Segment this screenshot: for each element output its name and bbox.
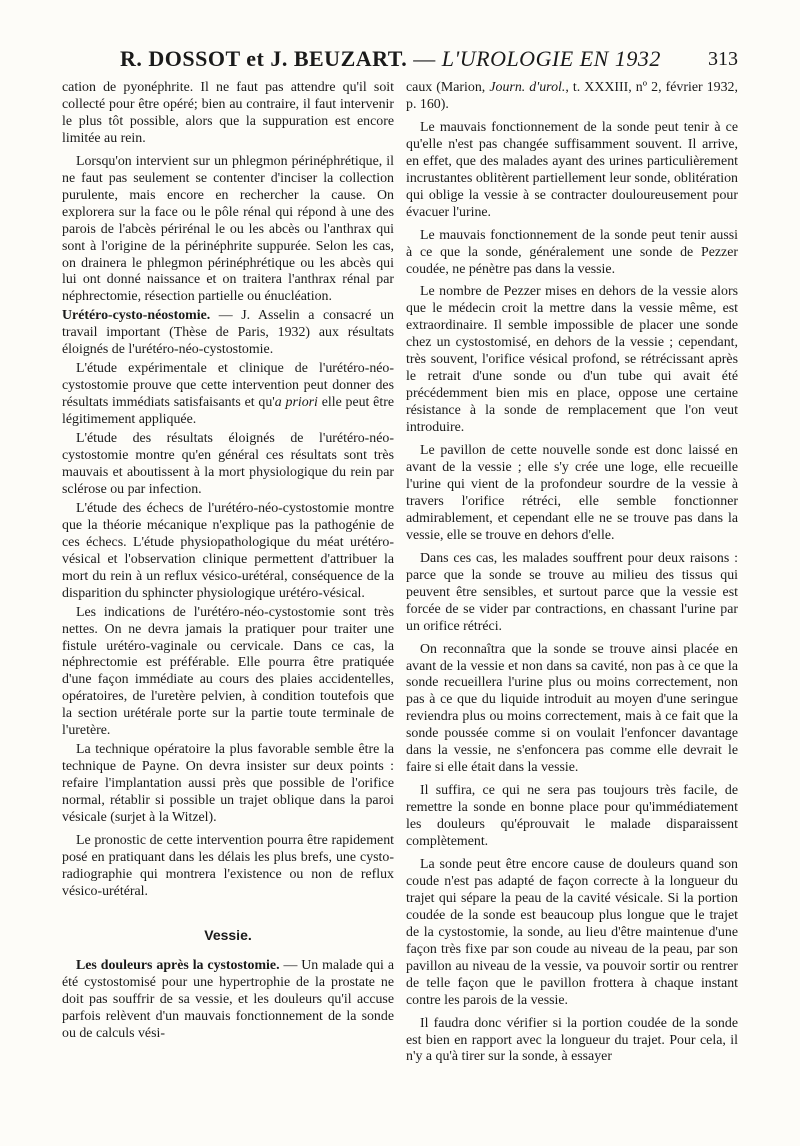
italic-text: Journ. d'urol.: [489, 80, 566, 95]
running-head-dash: —: [413, 46, 436, 71]
paragraph-text: caux (Marion,: [406, 80, 490, 95]
paragraph: [62, 361, 394, 429]
paragraph-text: , t. XXXIII, nº 2, février 1932, p. 160).: [406, 80, 738, 112]
paragraph: Dans ces cas, les malades souffrent pour deux raisons : parce que la sonde se trouve au milieu des tissus qui peuvent être sensibles, et surtout parce que la vessie est forcée de se vider par contractions, en chassant l'urine par un orifice rétréci.: [406, 550, 738, 634]
page-number: 313: [708, 48, 738, 70]
paragraph: On reconnaîtra que la sonde se trouve ainsi placée en avant de la vessie et non dans sa cavité, non pas à ce que la sonde recueillera l'urine plus ou moins correctement, non pas à ce que du liquide introduit au moyen d'une seringue reviendra plus ou moins correctement, mais à ce fait que la sonde poussée comme si on voulait l'enfoncer davantage dans la vessie, ne s'enfoncera pas comme elle devrait le faire si elle était dans la vessie.: [406, 641, 738, 776]
paragraph-heading: Les douleurs après la cystostomie.: [76, 957, 280, 973]
paragraph: Le mauvais fonctionnement de la sonde peut tenir aussi à ce que la sonde, généralement une sonde de Pezzer coudée, ne pénètre pas dans la vessie.: [406, 227, 738, 277]
paragraph-ureterocystoneostomy: [62, 308, 394, 359]
paragraph: Le pronostic de cette intervention pourra être rapidement posé en pratiquant dans les délais les plus brefs, une cysto-radiographie qui montrera l'existence ou non de reflux vésico-urétéral.: [62, 832, 394, 899]
paragraph: cation de pyonéphrite. Il ne faut pas attendre qu'il soit collecté pour être opéré; bien au contraire, il faut intervenir le plus tôt possible, alors que la suppuration est encore limitée au rein.: [62, 80, 394, 146]
running-head-journal: L'UROLOGIE EN 1932: [441, 46, 661, 71]
paragraph-text: elle peut être légitimement appliquée.: [62, 395, 394, 428]
paragraph: L'étude des échecs de l'urétéro-néo-cystostomie montre que la théorie mécanique n'explique pas la pathogénie de ces échecs. L'étude physiopathologique du méat urétéro-vésical et l'observation clinique permettent d'attribuer la mort du rein à un reflux vésico-urétéral, conséquence de la disparition du sphincter physiologique urétéro-vésical.: [62, 500, 394, 601]
paragraph: Il suffira, ce qui ne sera pas toujours très facile, de remettre la sonde en bonne place pour qu'immédiatement les douleurs qu'éprouvait le malade disparaissent complètement.: [406, 783, 738, 850]
right-column: [406, 80, 738, 1072]
running-title: [120, 46, 661, 72]
italic-text: a priori: [274, 395, 318, 411]
section-title: Vessie.: [204, 926, 252, 943]
left-column: [62, 80, 394, 1049]
paragraph: Le pavillon de cette nouvelle sonde est donc laissé en avant de la vessie ; elle s'y crée une loge, elle recueille l'urine qui vient de la profondeur sourdre de la vessie à travers l'orifice rétréci, elle semble fonctionner admirablement, et cependant elle ne se trouve pas dans la vessie, elle se trouve en dehors d'elle.: [406, 443, 738, 543]
running-head-authors: R. DOSSOT et J. BEUZART.: [120, 46, 408, 71]
paragraph: La sonde peut être encore cause de douleurs quand son coude n'est pas adapté de façon correcte à la longueur du trajet qui sépare la peau de la cavité vésicale. Si la portion coudée de la sonde est beaucoup plus longue que le trajet de la cystostomie, la sonde, au lieu d'être maintenue d'une façon très fixe par son coude au niveau de la peau, par son pavillon au niveau de la vessie, va pouvoir sortir ou rentrer de telle façon que le pavillon frottera à chaque instant contre les parois de la vessie.: [406, 856, 738, 1008]
paragraph-bladder-pain: [62, 958, 394, 1043]
paragraph-text: L'étude expérimentale et clinique de l'urétéro-néo-cystostomie prouve que cette intervention peut donner des résultats immédiats satisfaisants et qu': [62, 361, 394, 411]
paragraph-body: — Un malade qui a été cystostomisé pour une hypertrophie de la prostate ne doit pas souffrir de sa vessie, et les douleurs qu'il accuse parfois relèvent d'un mauvais fonctionnement de la sonde ou de calculs vési-: [62, 957, 394, 1041]
running-head: [60, 46, 738, 80]
paragraph-heading: Urétéro-cysto-néostomie.: [62, 308, 211, 324]
paragraph: Lorsqu'on intervient sur un phlegmon périnéphrétique, il ne faut pas seulement se contenter d'inciser la collection purulente, mais encore en rechercher la cause. On explorera sur la face ou le pôle rénal qui répond à une des parois de l'abcès périrénal le ou les abcès ou l'anthrax qui sont à l'origine de la périnéphrite suppurée. Selon les cas, on drainera le phlegmon périnéphrétique ou les abcès qui lui ont donné naissance et on traitera l'anthrax rénal par néphrectomie, résection partielle ou énucléation.: [62, 153, 394, 305]
paragraph-body: — J. Asselin a consacré un travail important (Thèse de Paris, 1932) aux résultats éloignés de l'urétéro-néo-cystostomie.: [62, 308, 394, 358]
paragraph: Les indications de l'urétéro-néo-cystostomie sont très nettes. On ne devra jamais la pratiquer pour traiter une fistule urétéro-vaginale ou cervicale. Dans ce cas, la néphrectomie est préférable. Elle pourra être pratiquée d'une façon immédiate au cours des plaies accidentelles, opératoires, de l'uretère pelvien, à condition toutefois que la section urétérale porte sur la partie toute terminale de l'uretère.: [62, 604, 394, 739]
paragraph: [406, 80, 738, 114]
paragraph: Il faudra donc vérifier si la portion coudée de la sonde est bien en rapport avec la longueur du trajet. Pour cela, il n'y a qu'à tirer sur la sonde, à essayer: [406, 1015, 738, 1065]
paragraph: La technique opératoire la plus favorable semble être la technique de Payne. On devra insister sur deux points : refaire l'implantation aussi près que possible de l'orifice normal, rétablir si possible un trajet oblique dans la paroi vésicale (surjet à la Witzel).: [62, 742, 394, 826]
paragraph: Le mauvais fonctionnement de la sonde peut tenir à ce qu'elle n'est pas changée suffisamment souvent. Il arrive, en effet, que des malades ayant des urines particulièrement incrustantes oblitèrent partiellement leur sonde, oblitération qui oblige la vessie à se contracter douloureusement pour évacuer l'urine.: [406, 119, 738, 220]
paragraph: Le nombre de Pezzer mises en dehors de la vessie alors que le médecin croit la mettre dans la vessie même, est extraordinaire. Il semble impossible de placer une sonde chez un cystostomisé, en dehors de la vessie ; cependant, très souvent, l'orifice vésical profond, se rétrécissant après le retrait d'une sonde ou d'un tube qui avait été précédemment bien mis en place, oppose une certaine résistance à la sonde de remplacement que l'on veut introduire.: [406, 284, 738, 436]
paragraph: L'étude des résultats éloignés de l'urétéro-néo-cystostomie montre qu'en général ces résultats sont très mauvais et aboutissent à la mort physiologique du rein par sclérose ou par infection.: [62, 431, 394, 497]
